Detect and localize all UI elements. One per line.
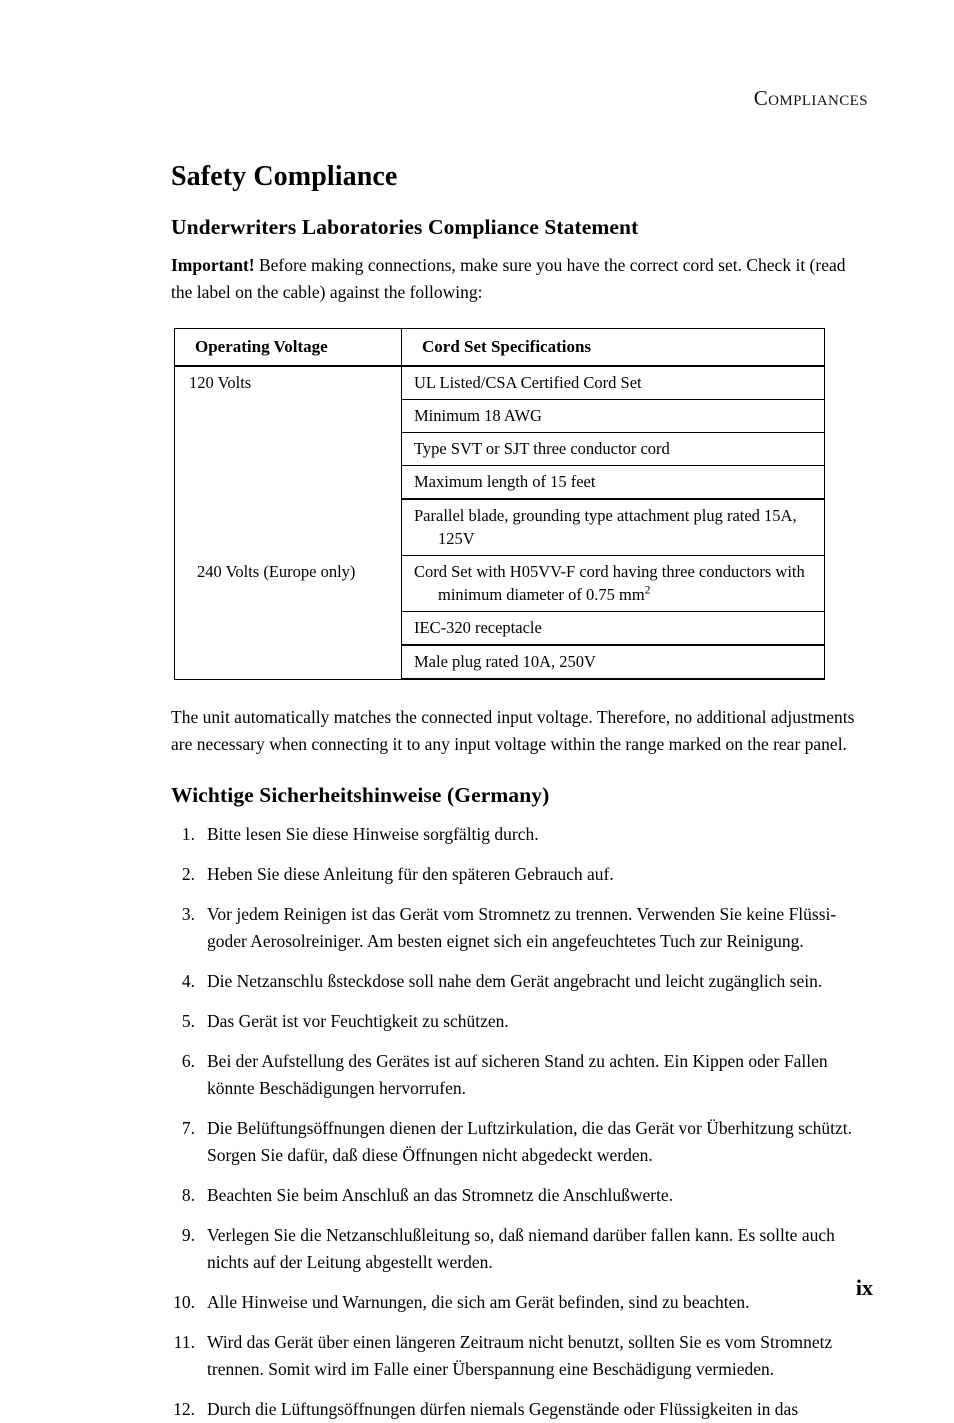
list-item-number: 12. xyxy=(173,1399,195,1419)
page-content xyxy=(171,160,865,1423)
list-item-number: 4. xyxy=(181,971,195,991)
list-item-number: 5. xyxy=(181,1011,195,1031)
cell-cord-spec: Maximum length of 15 feet xyxy=(402,466,825,500)
german-safety-list xyxy=(171,821,865,1423)
running-header: Compliances xyxy=(753,86,868,110)
list-item-text: Beachten Sie beim Anschluß an das Stromnetz die Anschlußwerte. xyxy=(207,1185,674,1205)
table-row xyxy=(175,366,825,400)
list-item-number: 8. xyxy=(181,1185,195,1205)
table-header-row xyxy=(175,329,825,367)
list-item-number: 9. xyxy=(181,1225,195,1245)
cell-cord-spec xyxy=(402,556,825,612)
list-item-text: Vor jedem Reinigen ist das Gerät vom Stromnetz zu trennen. Verwenden Sie keine Flüssi-goder Aerosolreiniger. Am besten eignet sich ein angefeuchtetes Tuch zur Reinigung. xyxy=(207,904,837,951)
page-number: ix xyxy=(855,1275,873,1300)
list-item xyxy=(171,1182,865,1209)
table-bottom-rule-row xyxy=(175,679,825,680)
table-bottom-rule-left xyxy=(175,679,402,680)
cell-cord-spec: IEC-320 receptacle xyxy=(402,612,825,646)
cell-operating-voltage: 120 Volts xyxy=(175,366,402,556)
section-heading-underwriters: Underwriters Laboratories Compliance Statement xyxy=(171,215,639,239)
cell-cord-spec-line1: Cord Set with H05VV-F cord having three conductors with xyxy=(414,562,805,581)
important-text: Before making connections, make sure you have the correct cord set. Check it (read the label on the cable) against the following: xyxy=(171,255,846,302)
important-label: Important! xyxy=(171,255,255,275)
cell-cord-spec: Type SVT or SJT three conductor cord xyxy=(402,433,825,466)
cell-cord-spec-line2 xyxy=(414,583,816,606)
list-item-text: Bei der Aufstellung des Gerätes ist auf sicheren Stand zu achten. Ein Kippen oder Fallen könnte Beschädigungen hervorrufen. xyxy=(207,1051,828,1098)
cell-cord-spec: Male plug rated 10A, 250V xyxy=(402,645,825,679)
list-item-text: Wird das Gerät über einen längeren Zeitraum nicht benutzt, sollten Sie es vom Stromnetz trennen. Somit wird im Falle einer Überspannung eine Beschädigung vermieden. xyxy=(207,1332,833,1379)
list-item-number: 1. xyxy=(181,824,195,844)
list-item-text: Das Gerät ist vor Feuchtigkeit zu schützen. xyxy=(207,1011,509,1031)
list-item-text: Die Belüftungsöffnungen dienen der Luftzirkulation, die das Gerät vor Überhitzung schützt. Sorgen Sie dafür, daß diese Öffnungen nicht abgedeckt werden. xyxy=(207,1118,853,1165)
list-item xyxy=(171,821,865,848)
cell-cord-spec: Minimum 18 AWG xyxy=(402,400,825,433)
list-item-text: Durch die Lüftungsöffnungen dürfen niemals Gegenstände oder Flüssigkeiten in das xyxy=(207,1399,799,1419)
list-item xyxy=(171,861,865,888)
cell-cord-spec-line2: 125V xyxy=(438,529,475,548)
important-paragraph xyxy=(171,252,865,306)
column-header-operating-voltage: Operating Voltage xyxy=(175,329,402,367)
list-item xyxy=(171,1048,865,1102)
table-bottom-rule-right xyxy=(402,679,825,680)
section-heading-german: Wichtige Sicherheitshinweise (Germany) xyxy=(171,783,550,807)
list-item-text: Die Netzanschlu ßsteckdose soll nahe dem Gerät angebracht und leicht zugänglich sein. xyxy=(207,971,823,991)
superscript-squared: 2 xyxy=(644,584,651,597)
list-item-number: 3. xyxy=(181,904,195,924)
list-item-text: Bitte lesen Sie diese Hinweise sorgfältig durch. xyxy=(207,824,539,844)
list-item-number: 6. xyxy=(181,1051,195,1071)
list-item-text: Alle Hinweise und Warnungen, die sich am Gerät befinden, sind zu beachten. xyxy=(207,1292,750,1312)
cell-operating-voltage: 240 Volts (Europe only) xyxy=(175,556,402,679)
list-item-text: Heben Sie diese Anleitung für den späteren Gebrauch auf. xyxy=(207,864,614,884)
cord-set-specifications-table xyxy=(174,328,825,680)
list-item xyxy=(171,1329,865,1383)
list-item xyxy=(171,1115,865,1169)
cell-cord-spec xyxy=(402,499,825,556)
list-item xyxy=(171,1222,865,1276)
list-item-number: 7. xyxy=(181,1118,195,1138)
cell-cord-spec-line2-text: minimum diameter of 0.75 mm xyxy=(438,585,645,604)
list-item xyxy=(171,968,865,995)
list-item-number: 2. xyxy=(181,864,195,884)
cord-set-table-wrapper xyxy=(174,328,824,680)
list-item xyxy=(171,1396,865,1423)
list-item-number: 10. xyxy=(173,1292,195,1312)
list-item xyxy=(171,901,865,955)
list-item-text: Verlegen Sie die Netzanschlußleitung so, daß niemand darüber fallen kann. Es sollte auch nichts auf der Leitung abgestellt werden. xyxy=(207,1225,835,1272)
table-row xyxy=(175,556,825,612)
list-item-number: 11. xyxy=(173,1332,195,1352)
voltage-note-paragraph: The unit automatically matches the connected input voltage. Therefore, no additional adjustments are necessary when connecting it to any input voltage within the range marked on the rear panel. xyxy=(171,707,855,754)
cell-cord-spec: UL Listed/CSA Certified Cord Set xyxy=(402,366,825,400)
list-item xyxy=(171,1008,865,1035)
page-title: Safety Compliance xyxy=(171,161,398,192)
cell-cord-spec-line1: Parallel blade, grounding type attachment plug rated 15A, xyxy=(414,506,797,525)
column-header-cord-set-specifications: Cord Set Specifications xyxy=(402,329,825,367)
